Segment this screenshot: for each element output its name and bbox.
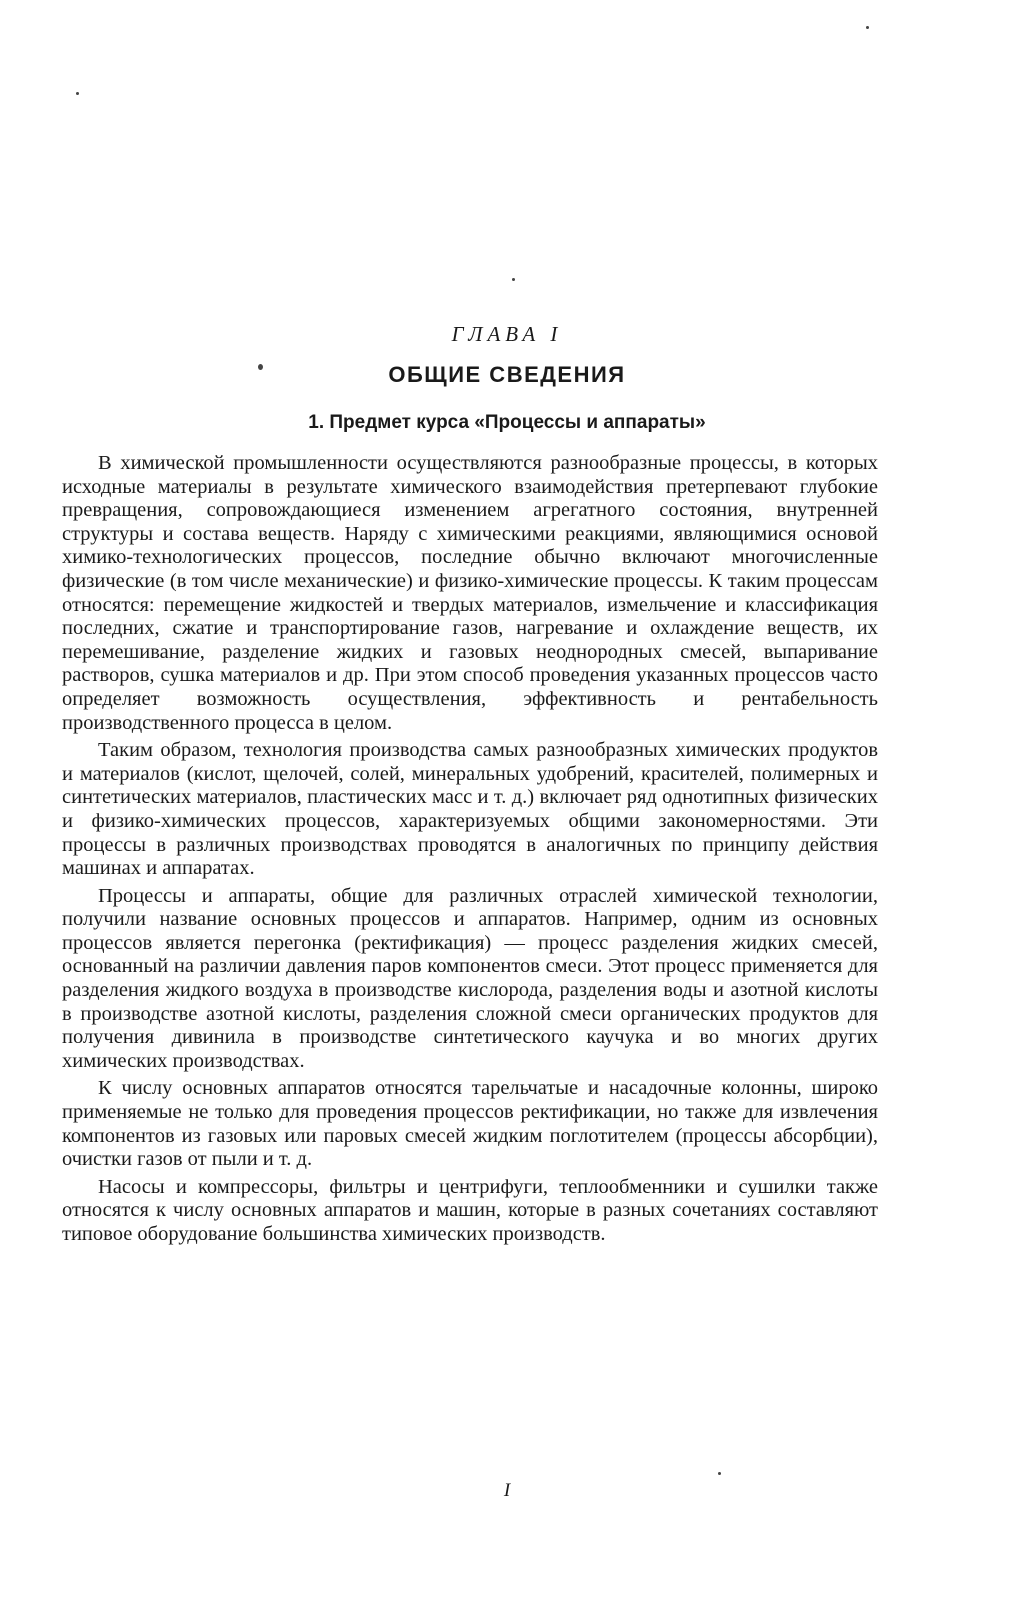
chapter-title: ОБЩИЕ СВЕДЕНИЯ — [388, 362, 626, 387]
scan-speck — [866, 26, 869, 29]
paragraph: Насосы и компрессоры, фильтры и центрифуги, теплообменники и сушилки также относятся к числу основных аппаратов и машин, которые в разных сочетаниях составляют типовое оборудование большинства химических производств. — [62, 1175, 878, 1245]
body-text — [62, 452, 878, 1251]
paragraph: К числу основных аппаратов относятся тарельчатые и насадочные колонны, широко применяемые не только для проведения процессов ректификации, но также для извлечения компонентов из газовых или паровых смесей жидким поглотителем (процессы абсорбции), очистки газов от пыли и т. д. — [62, 1077, 878, 1171]
scan-speck — [718, 1472, 721, 1475]
section-title: 1. Предмет курса «Процессы и аппараты» — [308, 412, 706, 433]
paragraph: Процессы и аппараты, общие для различных отраслей химической технологии, получили название основных процессов и аппаратов. Например, одним из основных процессов является перегонка (ректификация) — процесс разделения жидких смесей, основанный на различии давления паров компонентов смеси. Этот процесс применяется для разделения жидкого воздуха в производстве кислорода, разделения воды и азотной кислоты в производстве азотной кислоты, разделения сложной смеси органических продуктов для получения дивинила в производстве синтетического каучука и во многих других химических производствах. — [62, 884, 878, 1072]
scan-speck — [512, 278, 515, 281]
paragraph: Таким образом, технология производства самых разнообразных химических продуктов и материалов (кислот, щелочей, солей, минеральных удобрений, красителей, полимерных и синтетических материалов, пластических масс и т. д.) включает ряд однотипных физических и физико-химических процессов, характеризуемых общими закономерностями. Эти процессы в различных производствах проводятся в аналогичных по принципу действия машинах и аппаратах. — [62, 739, 878, 880]
page-number: I — [503, 1480, 511, 1501]
paragraph: В химической промышленности осуществляются разнообразные процессы, в которых исходные материалы в результате химического взаимодействия претерпевают глубокие превращения, сопровождающиеся изменением агрегатного состояния, внутренней структуры и состава веществ. Наряду с химическими реакциями, являющимися основой химико-технологических процессов, последние обычно включают многочисленные физические (в том числе механические) и физико-химические процессы. К таким процессам относятся: перемещение жидкостей и твердых материалов, измельчение и классификация последних, сжатие и транспортирование газов, нагревание и охлаждение веществ, их перемешивание, разделение жидких и газовых неоднородных смесей, выпаривание растворов, сушка материалов и др. При этом способ проведения указанных процессов часто определяет возможность осуществления, эффективность и рентабельность производственного процесса в целом. — [62, 452, 878, 734]
scan-speck — [76, 92, 79, 95]
chapter-label: ГЛАВА I — [451, 322, 563, 346]
